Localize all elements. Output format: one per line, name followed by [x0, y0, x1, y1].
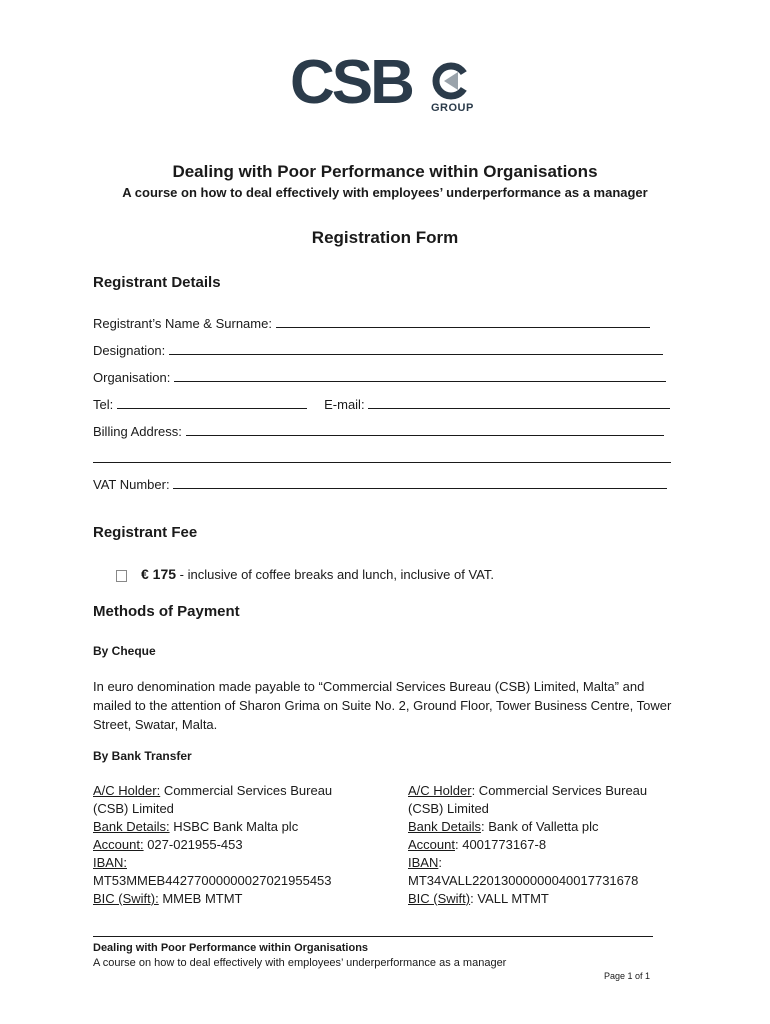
bov-bic-value: : VALL MTMT: [470, 891, 549, 906]
fee-description: - inclusive of coffee breaks and lunch, inclusive of VAT.: [176, 567, 494, 582]
designation-field[interactable]: [169, 342, 663, 355]
vat-field[interactable]: [173, 476, 667, 489]
bov-iban-value: MT34VALL22013000000040017731678: [408, 873, 639, 888]
bov-iban: IBAN:: [408, 855, 442, 870]
name-field[interactable]: [276, 315, 650, 328]
course-subtitle: A course on how to deal effectively with employees’ underperformance as a manager: [122, 185, 648, 200]
course-title: Dealing with Poor Performance within Organisations: [172, 162, 598, 181]
cheque-text: In euro denomination made payable to “Commercial Services Bureau (CSB) Limited, Malta” and mailed to the attention of Sharon Grima on Suite No. 2, Ground Floor, Tower Business Centre, Tower Street, Swatar, Malta.: [93, 679, 672, 732]
billing-row-2: [93, 450, 671, 466]
csb-logo: [290, 48, 480, 118]
footer-subtitle: A course on how to deal effectively with employees’ underperformance as a manager: [93, 957, 507, 969]
payment-methods-heading: Methods of Payment: [93, 603, 240, 620]
tel-email-row: [93, 396, 670, 412]
hsbc-holder-value: Commercial Services Bureau (CSB) Limited: [93, 783, 333, 816]
bov-bic-label: BIC (Swift): [408, 891, 471, 906]
hsbc-bank: [93, 818, 363, 836]
hsbc-bic-label: BIC (Swift):: [93, 891, 159, 906]
bov-holder: [408, 782, 678, 818]
bank-transfer-heading: By Bank Transfer: [93, 749, 192, 763]
bov-bank-label: Bank Details: [408, 819, 481, 834]
hsbc-account-label: Account:: [93, 837, 144, 852]
bank-bov-details: [408, 782, 678, 908]
bov-bank: [408, 818, 678, 836]
name-label: Registrant’s Name & Surname:: [93, 316, 272, 331]
bov-holder-value: : Commercial Services Bureau (CSB) Limited: [408, 783, 648, 816]
hsbc-bic-value: MMEB MTMT: [158, 891, 243, 906]
vat-label: VAT Number:: [93, 477, 170, 492]
bov-iban-label: IBAN: [408, 855, 439, 870]
hsbc-bank-label: Bank Details:: [93, 819, 170, 834]
hsbc-iban-label: IBAN:: [93, 855, 127, 870]
billing-field[interactable]: [186, 423, 664, 436]
cheque-heading: By Cheque: [93, 644, 156, 658]
bov-holder-label: A/C Holder: [408, 783, 472, 798]
fee-amount: € 175: [141, 566, 177, 582]
bov-account-value: : 4001773167-8: [454, 837, 547, 852]
tel-field[interactable]: [117, 396, 307, 409]
hsbc-iban-value: MT53MMEB44277000000027021955453: [93, 873, 332, 888]
footer-divider: [93, 936, 653, 937]
billing-row: [93, 423, 664, 439]
bov-account-label: Account: [408, 837, 455, 852]
name-row: [93, 315, 650, 331]
email-field[interactable]: [368, 396, 670, 409]
registrant-details-heading: Registrant Details: [93, 274, 221, 291]
hsbc-holder: [93, 782, 363, 818]
hsbc-account: [93, 836, 363, 854]
billing-field-2[interactable]: [93, 450, 671, 463]
hsbc-holder-label: A/C Holder:: [93, 783, 161, 798]
bov-account: [408, 836, 678, 854]
form-title: Registration Form: [311, 228, 459, 247]
bank-hsbc-details: [93, 782, 363, 908]
page-number: Page 1 of 1: [604, 971, 651, 981]
email-label: E-mail:: [324, 397, 365, 412]
bov-bic: [408, 890, 678, 908]
organisation-label: Organisation:: [93, 370, 171, 385]
fee-option: [116, 566, 494, 582]
logo-group-text: GROUP: [431, 102, 474, 114]
fee-checkbox[interactable]: [116, 570, 127, 582]
vat-row: [93, 476, 667, 492]
organisation-row: [93, 369, 666, 385]
organisation-field[interactable]: [174, 369, 666, 382]
tel-label: Tel:: [93, 397, 114, 412]
hsbc-account-value: 027-021955-453: [143, 837, 243, 852]
footer-title: Dealing with Poor Performance within Organisations: [93, 942, 369, 954]
csb-mark-icon: [430, 60, 472, 102]
logo-text: CSB: [290, 48, 412, 117]
bov-bank-value: : Bank of Valletta plc: [480, 819, 599, 834]
hsbc-bic: [93, 890, 363, 908]
hsbc-bank-value: HSBC Bank Malta plc: [169, 819, 299, 834]
billing-label: Billing Address:: [93, 424, 182, 439]
designation-row: [93, 342, 663, 358]
designation-label: Designation:: [93, 343, 166, 358]
registrant-fee-heading: Registrant Fee: [93, 524, 198, 541]
